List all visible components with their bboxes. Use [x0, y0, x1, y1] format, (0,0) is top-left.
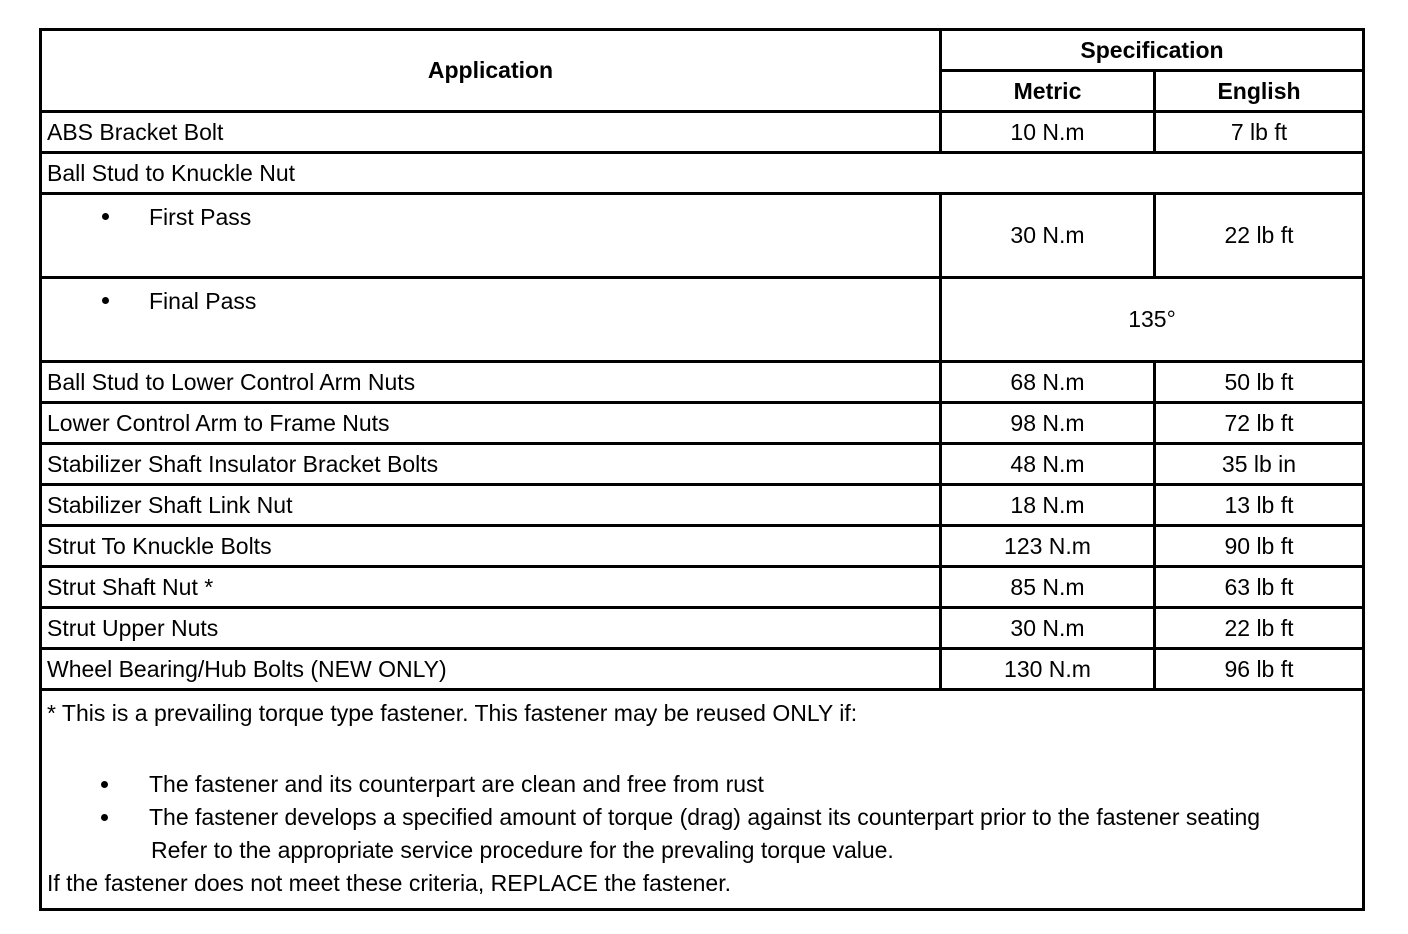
bullet-icon — [102, 213, 109, 220]
bullet-icon — [101, 814, 108, 821]
table-row — [41, 362, 1364, 403]
english-cell: 7 lb ft — [1155, 112, 1364, 153]
metric-cell: 123 N.m — [941, 526, 1155, 567]
footnote-bullet — [47, 768, 1362, 801]
application-cell: Wheel Bearing/Hub Bolts (NEW ONLY) — [41, 649, 941, 690]
table-row — [41, 444, 1364, 485]
footnote-continuation: Refer to the appropriate service procedure for the prevaling torque value. — [151, 837, 894, 863]
english-cell: 50 lb ft — [1155, 362, 1364, 403]
metric-cell: 130 N.m — [941, 649, 1155, 690]
application-group-cell: Ball Stud to Knuckle Nut — [41, 153, 1364, 194]
application-cell: Strut Upper Nuts — [41, 608, 941, 649]
table-row — [41, 526, 1364, 567]
bullet-icon — [102, 297, 109, 304]
subitem-label: Final Pass — [149, 288, 257, 314]
footnote-intro: * This is a prevailing torque type fastener. This fastener may be reused ONLY if: — [47, 700, 858, 726]
metric-cell: 48 N.m — [941, 444, 1155, 485]
english-cell: 13 lb ft — [1155, 485, 1364, 526]
angle-spec-cell: 135° — [941, 278, 1364, 362]
bullet-icon — [101, 781, 108, 788]
footnote-bullet-text: The fastener and its counterpart are clean and free from rust — [149, 771, 764, 797]
metric-cell: 18 N.m — [941, 485, 1155, 526]
table-row — [41, 153, 1364, 194]
metric-cell: 10 N.m — [941, 112, 1155, 153]
english-cell: 96 lb ft — [1155, 649, 1364, 690]
metric-cell: 98 N.m — [941, 403, 1155, 444]
metric-cell: 30 N.m — [941, 608, 1155, 649]
footnote-closing: If the fastener does not meet these criteria, REPLACE the fastener. — [47, 870, 731, 896]
footnote-cell — [41, 690, 1364, 910]
table-row — [41, 608, 1364, 649]
header-application: Application — [41, 30, 941, 112]
english-cell: 63 lb ft — [1155, 567, 1364, 608]
header-specification: Specification — [941, 30, 1364, 71]
metric-cell: 30 N.m — [941, 194, 1155, 278]
header-english: English — [1155, 71, 1364, 112]
english-cell: 22 lb ft — [1155, 194, 1364, 278]
table-row — [41, 485, 1364, 526]
header-metric: Metric — [941, 71, 1155, 112]
table-row — [41, 112, 1364, 153]
notes-row — [41, 690, 1364, 910]
table-row — [41, 194, 1364, 278]
metric-cell: 68 N.m — [941, 362, 1155, 403]
application-subitem-cell — [41, 278, 941, 362]
table-row — [41, 278, 1364, 362]
english-cell: 35 lb in — [1155, 444, 1364, 485]
application-cell: ABS Bracket Bolt — [41, 112, 941, 153]
table-row — [41, 649, 1364, 690]
torque-spec-sheet — [39, 28, 1362, 910]
table-row — [41, 403, 1364, 444]
table-row — [41, 567, 1364, 608]
header-row-top — [41, 30, 1364, 71]
footnote-bullet — [47, 801, 1362, 834]
application-subitem-cell — [41, 194, 941, 278]
english-cell: 72 lb ft — [1155, 403, 1364, 444]
application-cell: Ball Stud to Lower Control Arm Nuts — [41, 362, 941, 403]
application-cell: Stabilizer Shaft Insulator Bracket Bolts — [41, 444, 941, 485]
application-cell: Strut Shaft Nut * — [41, 567, 941, 608]
english-cell: 90 lb ft — [1155, 526, 1364, 567]
application-cell: Strut To Knuckle Bolts — [41, 526, 941, 567]
subitem-label: First Pass — [149, 204, 252, 230]
application-cell: Stabilizer Shaft Link Nut — [41, 485, 941, 526]
english-cell: 22 lb ft — [1155, 608, 1364, 649]
footnote-bullet-text: The fastener develops a specified amount of torque (drag) against its counterpart prior to the fastener seating — [149, 804, 1261, 830]
metric-cell: 85 N.m — [941, 567, 1155, 608]
torque-spec-table — [39, 28, 1365, 911]
application-cell: Lower Control Arm to Frame Nuts — [41, 403, 941, 444]
